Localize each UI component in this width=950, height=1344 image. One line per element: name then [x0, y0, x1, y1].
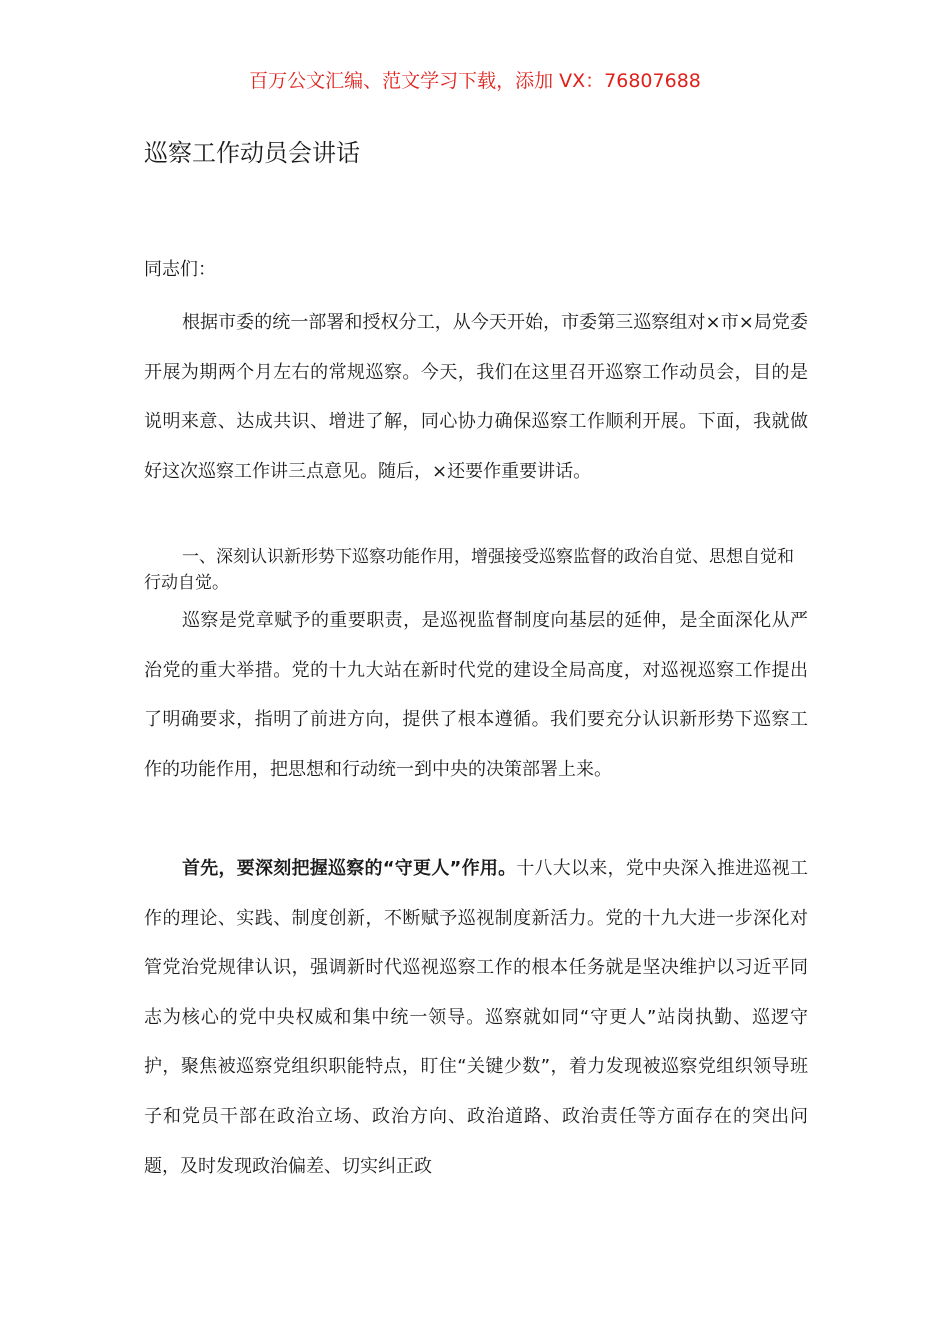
salutation: 同志们： — [144, 259, 216, 280]
section-heading-1: 一、深刻认识新形势下巡察功能作用，增强接受巡察监督的政治自觉、思想自觉和行动自觉。 — [144, 547, 794, 593]
document-title: 巡察工作动员会讲话 — [144, 139, 360, 167]
header-watermark-note: 百万公文汇编、范文学习下载，添加 VX：76807688 — [249, 70, 701, 92]
first-point-lead: 首先，要深刻把握巡察的“守更人”作用。 — [182, 858, 517, 879]
paragraph-first-point — [144, 844, 808, 1191]
paragraph-intro: 根据市委的统一部署和授权分工，从今天开始，市委第三巡察组对×市×局党委开展为期两个月左右的常规巡察。今天，我们在这里召开巡察工作动员会，目的是说明来意、达成共识、增进了解，同心协力确保巡察工作顺利开展。下面，我就做好这次巡察工作讲三点意见。随后，×还要作重要讲话。 — [144, 312, 808, 482]
first-point-body: 十八大以来，党中央深入推进巡视工作的理论、实践、制度创新，不断赋予巡视制度新活力。党的十九大进一步深化对管党治党规律认识，强调新时代巡视巡察工作的根本任务就是坚决维护以习近平同志为核心的党中央权威和集中统一领导。巡察就如同“守更人”站岗执勤、巡逻守护，聚焦被巡察党组织职能特点，盯住“关键少数”，着力发现被巡察党组织领导班子和党员干部在政治立场、政治方向、政治道路、政治责任等方面存在的突出问题，及时发现政治偏差、切实纠正政 — [144, 858, 808, 1177]
paragraph-inspection-role: 巡察是党章赋予的重要职责，是巡视监督制度向基层的延伸，是全面深化从严治党的重大举措。党的十九大站在新时代党的建设全局高度，对巡视巡察工作提出了明确要求，指明了前进方向，提供了根本遵循。我们要充分认识新形势下巡察工作的功能作用，把思想和行动统一到中央的决策部署上来。 — [144, 610, 808, 780]
